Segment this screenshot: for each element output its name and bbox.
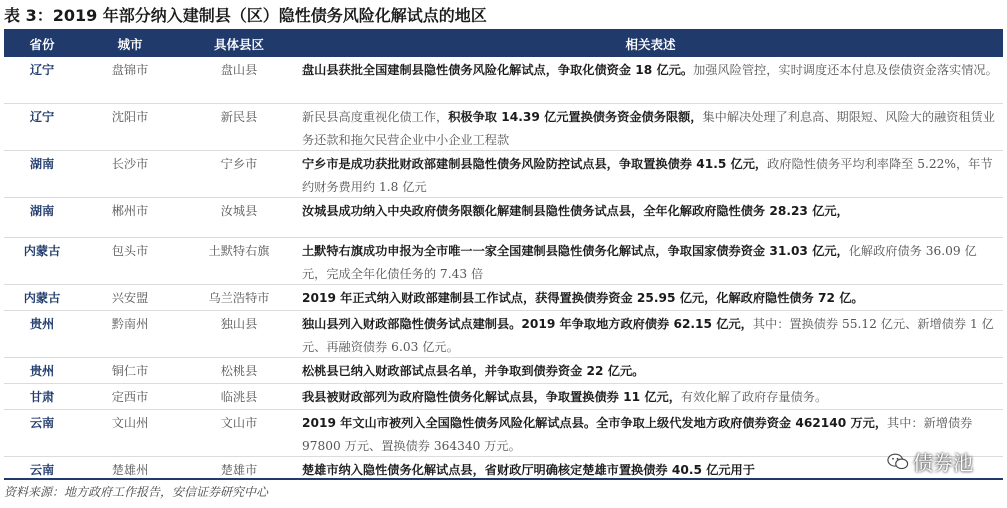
province-cell: 云南 bbox=[29, 416, 55, 430]
description-cell bbox=[298, 238, 1003, 286]
table-row bbox=[4, 198, 1003, 238]
table-row bbox=[4, 358, 1003, 384]
province-cell: 云南 bbox=[29, 463, 55, 477]
description-cell bbox=[298, 198, 1003, 223]
description-bold: 汝城县成功纳入中央政府债务限额化解建制县隐性债务试点县，全年化解政府隐性债务 28.23 亿元， bbox=[302, 204, 849, 218]
description-cell bbox=[298, 311, 1003, 359]
header-description: 相关表述 bbox=[625, 37, 676, 52]
description-plain: 有效化解了政府存量债务。 bbox=[680, 390, 828, 404]
description-bold: 土默特右旗成功申报为全市唯一一家全国建制县隐性债务化解试点，争取国家债券资金 31.03 亿元， bbox=[302, 244, 849, 258]
county-cell: 宁乡市 bbox=[220, 157, 258, 171]
county-cell: 临洮县 bbox=[220, 390, 258, 404]
county-cell: 土默特右旗 bbox=[208, 244, 270, 258]
table-row bbox=[4, 410, 1003, 457]
province-cell: 辽宁 bbox=[29, 63, 55, 77]
county-cell: 松桃县 bbox=[220, 364, 258, 378]
description-cell bbox=[298, 104, 1003, 152]
province-cell: 湖南 bbox=[29, 157, 55, 171]
table-row bbox=[4, 238, 1003, 285]
source-note: 资料来源：地方政府工作报告，安信证券研究中心 bbox=[4, 485, 269, 499]
province-cell: 辽宁 bbox=[29, 110, 55, 124]
description-plain: 其中：置换债券 55.12 亿元、新增债券 1 亿元、再融资债券 6.03 亿元。 bbox=[302, 317, 994, 354]
province-cell: 甘肃 bbox=[29, 390, 55, 404]
description-plain: 政府隐性债务平均利率降至 5.22%，年节约财务费用约 1.8 亿元 bbox=[302, 157, 993, 194]
header-county: 具体县区 bbox=[213, 37, 264, 52]
description-bold: 2019 年文山市被列入全国隐性债务风险化解试点县。全市争取上级代发地方政府债券资金 462140 万元， bbox=[302, 416, 888, 430]
description-bold: 楚雄市纳入隐性债务化解试点县，省财政厅明确核定楚雄市置换债券 40.5 亿元用于 bbox=[302, 463, 755, 477]
table-header bbox=[4, 31, 1003, 57]
table-row bbox=[4, 285, 1003, 311]
province-cell: 湖南 bbox=[29, 204, 55, 218]
description-bold: 2019 年正式纳入财政部建制县工作试点，获得置换债券资金 25.95 亿元，化解政府隐性债务 72 亿。 bbox=[302, 291, 864, 305]
city-cell: 长沙市 bbox=[111, 157, 149, 171]
description-cell bbox=[298, 285, 1003, 310]
county-cell: 独山县 bbox=[220, 317, 258, 331]
header-city: 城市 bbox=[117, 37, 143, 52]
province-cell: 内蒙古 bbox=[23, 244, 61, 258]
description-bold: 松桃县已纳入财政部试点县名单，并争取到债券资金 22 亿元。 bbox=[302, 364, 645, 378]
description-plain: 其中：新增债券 97800 万元、置换债券 364340 万元。 bbox=[302, 416, 973, 453]
county-cell: 盘山县 bbox=[220, 63, 258, 77]
description-bold: 盘山县获批全国建制县隐性债务风险化解试点，争取化债资金 18 亿元。 bbox=[302, 63, 694, 77]
watermark bbox=[887, 447, 973, 476]
county-cell: 文山市 bbox=[220, 416, 258, 430]
county-cell: 楚雄市 bbox=[220, 463, 258, 477]
city-cell: 文山州 bbox=[111, 416, 149, 430]
city-cell: 铜仁市 bbox=[111, 364, 149, 378]
description-bold: 宁乡市是成功获批财政部建制县隐性债务风险防控试点县，争取置换债券 41.5 亿元， bbox=[302, 157, 768, 171]
city-cell: 盘锦市 bbox=[111, 63, 149, 77]
table-row bbox=[4, 311, 1003, 358]
city-cell: 黔南州 bbox=[111, 317, 149, 331]
table-row bbox=[4, 384, 1003, 410]
table-title: 表 3：2019 年部分纳入建制县（区）隐性债务风险化解试点的地区 bbox=[4, 6, 487, 25]
header-province: 省份 bbox=[29, 37, 55, 52]
city-cell: 沈阳市 bbox=[111, 110, 149, 124]
description-cell bbox=[298, 384, 1003, 409]
description-cell bbox=[298, 358, 1003, 383]
city-cell: 包头市 bbox=[111, 244, 149, 258]
province-cell: 贵州 bbox=[29, 317, 55, 331]
county-cell: 汝城县 bbox=[220, 204, 258, 218]
city-cell: 定西市 bbox=[111, 390, 149, 404]
wechat-icon bbox=[887, 451, 909, 473]
county-cell: 乌兰浩特市 bbox=[208, 291, 270, 305]
watermark-text: 债券池 bbox=[913, 451, 973, 475]
city-cell: 楚雄州 bbox=[111, 463, 149, 477]
description-plain: 化解政府债务 36.09 亿元，完成全年化债任务的 7.43 倍 bbox=[302, 244, 977, 281]
province-cell: 贵州 bbox=[29, 364, 55, 378]
table-body bbox=[4, 57, 1003, 482]
description-bold: 我县被财政部列为政府隐性债务化解试点县，争取置换债券 11 亿元， bbox=[302, 390, 681, 404]
description-bold: 积极争取 14.39 亿元置换债务资金债务限额， bbox=[448, 110, 703, 124]
description-bold: 独山县列入财政部隐性债务试点建制县。2019 年争取地方政府债券 62.15 亿元， bbox=[302, 317, 753, 331]
description-cell bbox=[298, 151, 1003, 199]
description-plain: 加强风险管控，实时调度还本付息及偿债资金落实情况。 bbox=[693, 63, 998, 77]
description-plain: 集中解决处理了利息高、期限短、风险大的融资租赁业务还款和拖欠民营企业中小企业工程款 bbox=[302, 110, 995, 147]
bottom-rule bbox=[4, 478, 1003, 480]
table-row bbox=[4, 151, 1003, 198]
province-cell: 内蒙古 bbox=[23, 291, 61, 305]
description-cell bbox=[298, 57, 1003, 82]
table-row bbox=[4, 104, 1003, 151]
city-cell: 郴州市 bbox=[111, 204, 149, 218]
description-plain: 新民县高度重视化债工作， bbox=[302, 110, 449, 124]
city-cell: 兴安盟 bbox=[111, 291, 149, 305]
county-cell: 新民县 bbox=[220, 110, 258, 124]
table-row bbox=[4, 57, 1003, 104]
